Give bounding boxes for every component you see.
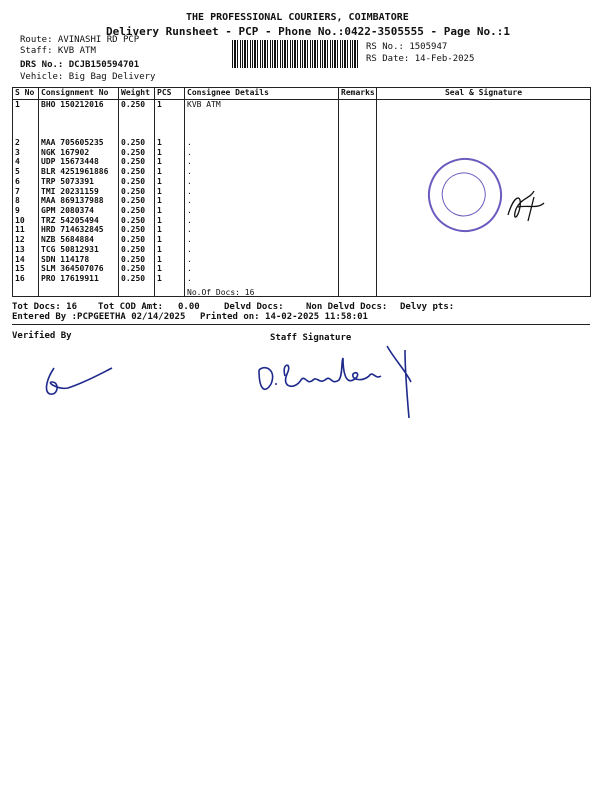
delvy-pts: Delvy pts: [400, 302, 455, 312]
cell-cno: BHO 150212016 [39, 100, 119, 110]
cell-pcs: 1 [155, 235, 185, 245]
rs-no: RS No.: 1505947 [366, 42, 448, 52]
cell-weight: 0.250 [119, 274, 155, 284]
cell-remarks [339, 187, 377, 197]
cell-details: . [185, 177, 339, 187]
cell-cno: PRO 17619911 [39, 274, 119, 284]
cell-weight: 0.250 [119, 235, 155, 245]
tot-cod-label: Tot COD Amt: [98, 302, 164, 312]
cell-details: . [185, 235, 339, 245]
col-pcs: PCS [155, 88, 185, 100]
cell-pcs: 1 [155, 138, 185, 148]
cell-remarks [339, 138, 377, 148]
cell-remarks [339, 245, 377, 255]
cell-weight: 0.250 [119, 255, 155, 265]
col-remarks: Remarks [339, 88, 377, 100]
table-row [13, 245, 591, 255]
cell-details: . [185, 138, 339, 148]
cell-pcs: 1 [155, 148, 185, 158]
cell-remarks [339, 177, 377, 187]
cell-cno: TRZ 54205494 [39, 216, 119, 226]
cell-remarks [339, 167, 377, 177]
cell-sno: 14 [13, 255, 39, 265]
cell-sno: 11 [13, 225, 39, 235]
cell-pcs: 1 [155, 177, 185, 187]
cell-sno: 6 [13, 177, 39, 187]
cell-pcs: 1 [155, 274, 185, 284]
staff-signature-label: Staff Signature [270, 333, 352, 343]
stamp-inner-ring [436, 166, 492, 222]
cell-sno: 10 [13, 216, 39, 226]
cell-sno: 2 [13, 138, 39, 148]
cell-details: . [185, 187, 339, 197]
cell-sno: 12 [13, 235, 39, 245]
col-consignee-details: Consignee Details [185, 88, 339, 100]
cell-weight: 0.250 [119, 216, 155, 226]
cell-sno: 15 [13, 264, 39, 274]
cell-remarks [339, 274, 377, 284]
cell-pcs: 1 [155, 196, 185, 206]
route: Route: AVINASHI RD PCP [20, 35, 140, 45]
col-sno: S No [13, 88, 39, 100]
cell-cno: SDN 114178 [39, 255, 119, 265]
cell-seal [377, 148, 591, 158]
cell-pcs: 1 [155, 225, 185, 235]
cell-remarks [339, 216, 377, 226]
table-row [13, 100, 591, 110]
cell-weight: 0.250 [119, 187, 155, 197]
rs-date: RS Date: 14-Feb-2025 [366, 54, 475, 64]
cell-remarks [339, 148, 377, 158]
cell-weight: 0.250 [119, 196, 155, 206]
cell-sno: 8 [13, 196, 39, 206]
cell-weight: 0.250 [119, 100, 155, 110]
no-of-docs: No.Of Docs: 16 [187, 288, 255, 297]
table-row [13, 235, 591, 245]
cell-weight: 0.250 [119, 177, 155, 187]
cell-sno: 1 [13, 100, 39, 110]
cell-cno: UDP 15673448 [39, 157, 119, 167]
cell-seal [377, 138, 591, 148]
cell-weight: 0.250 [119, 206, 155, 216]
table-header-row [13, 88, 591, 100]
tot-cod-value: 0.00 [178, 302, 200, 312]
staff: Staff: KVB ATM [20, 46, 96, 56]
cell-remarks [339, 206, 377, 216]
table-row [13, 157, 591, 167]
cell-weight: 0.250 [119, 245, 155, 255]
table-row [13, 148, 591, 158]
cell-pcs: 1 [155, 245, 185, 255]
cell-pcs: 1 [155, 167, 185, 177]
cell-weight: 0.250 [119, 225, 155, 235]
cell-sno: 16 [13, 274, 39, 284]
cell-seal [377, 245, 591, 255]
cell-seal [377, 264, 591, 274]
cell-sno: 5 [13, 167, 39, 177]
cell-weight: 0.250 [119, 148, 155, 158]
delvd-docs: Delvd Docs: [224, 302, 284, 312]
cell-pcs: 1 [155, 100, 185, 110]
cell-remarks [339, 196, 377, 206]
col-seal-signature: Seal & Signature [377, 88, 591, 100]
cell-pcs: 1 [155, 264, 185, 274]
cell-cno: NGK 167902 [39, 148, 119, 158]
cell-cno: GPM 2080374 [39, 206, 119, 216]
cell-cno: MAA 705605235 [39, 138, 119, 148]
cell-seal [377, 274, 591, 284]
drs-no: DRS No.: DCJB150594701 [20, 60, 140, 70]
divider [12, 324, 590, 325]
cell-details: . [185, 157, 339, 167]
spacer-row [13, 110, 591, 138]
cell-remarks [339, 264, 377, 274]
cell-details: . [185, 216, 339, 226]
cell-details: . [185, 274, 339, 284]
cell-weight: 0.250 [119, 157, 155, 167]
cell-details: . [185, 245, 339, 255]
cell-remarks [339, 255, 377, 265]
cell-cno: TCG 50812931 [39, 245, 119, 255]
col-weight: Weight [119, 88, 155, 100]
verified-signature [38, 360, 118, 405]
cell-seal [377, 100, 591, 110]
company-name: THE PROFESSIONAL COURIERS, COIMBATORE [186, 12, 409, 23]
cell-seal [377, 255, 591, 265]
cell-cno: TRP 5073391 [39, 177, 119, 187]
cell-details: . [185, 264, 339, 274]
runsheet-title: Delivery Runsheet - PCP - Phone No.:0422-3505555 - Page No.:1 [106, 25, 510, 38]
cell-remarks [339, 225, 377, 235]
cell-sno: 9 [13, 206, 39, 216]
cell-remarks [339, 235, 377, 245]
vehicle: Vehicle: Big Bag Delivery [20, 72, 156, 82]
verified-by-label: Verified By [12, 331, 72, 341]
cell-weight: 0.250 [119, 167, 155, 177]
cell-details: KVB ATM [185, 100, 339, 110]
cell-details: . [185, 206, 339, 216]
cell-pcs: 1 [155, 187, 185, 197]
cell-cno: SLM 364507076 [39, 264, 119, 274]
cell-sno: 7 [13, 187, 39, 197]
cell-pcs: 1 [155, 157, 185, 167]
cell-details: . [185, 167, 339, 177]
cell-sno: 13 [13, 245, 39, 255]
cell-cno: BLR 4251961886 [39, 167, 119, 177]
table-row [13, 274, 591, 284]
cell-pcs: 1 [155, 206, 185, 216]
cell-cno: NZB 5684884 [39, 235, 119, 245]
cell-pcs: 1 [155, 216, 185, 226]
printed-on: Printed on: 14-02-2025 11:58:01 [200, 312, 368, 322]
cell-sno: 4 [13, 157, 39, 167]
staff-handwritten-signature [255, 340, 425, 425]
tot-docs: Tot Docs: 16 [12, 302, 78, 312]
table-row [13, 255, 591, 265]
cell-remarks [339, 100, 377, 110]
cell-remarks [339, 157, 377, 167]
cell-pcs: 1 [155, 255, 185, 265]
cell-cno: HRD 714632845 [39, 225, 119, 235]
cell-weight: 0.250 [119, 138, 155, 148]
seal-signature-scribble [500, 185, 550, 230]
cell-sno: 3 [13, 148, 39, 158]
cell-seal [377, 235, 591, 245]
cell-weight: 0.250 [119, 264, 155, 274]
col-consignment-no: Consignment No [39, 88, 119, 100]
table-row [13, 138, 591, 148]
entered-by: Entered By :PCPGEETHA 02/14/2025 [12, 312, 186, 322]
barcode [232, 40, 360, 68]
filler-row [13, 284, 591, 297]
cell-cno: TMI 20231159 [39, 187, 119, 197]
table-row [13, 264, 591, 274]
table-row [13, 167, 591, 177]
cell-details: . [185, 225, 339, 235]
cell-details: . [185, 196, 339, 206]
cell-details: . [185, 255, 339, 265]
cell-cno: MAA 869137988 [39, 196, 119, 206]
cell-details: . [185, 148, 339, 158]
non-delvd-docs: Non Delvd Docs: [306, 302, 388, 312]
